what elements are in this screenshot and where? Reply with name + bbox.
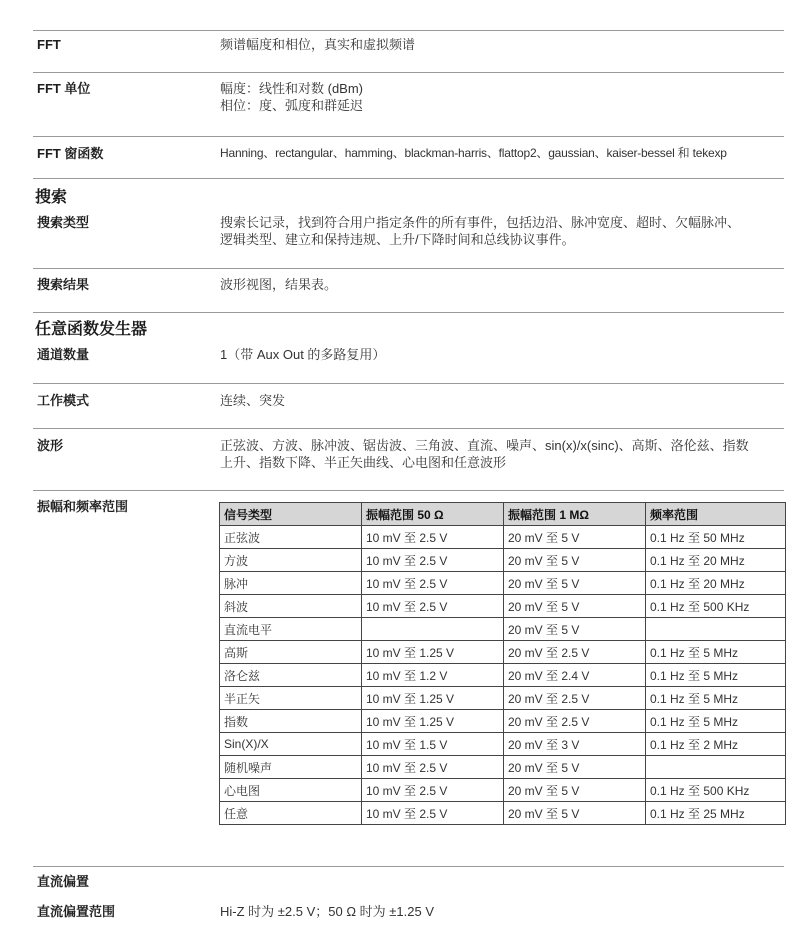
table-row bbox=[220, 802, 786, 825]
value-line: 1（带 Aux Out 的多路复用） bbox=[220, 347, 386, 362]
table-cell: 20 mV 至 5 V bbox=[504, 549, 646, 572]
table-cell: 20 mV 至 5 V bbox=[504, 802, 646, 825]
table-cell: 0.1 Hz 至 500 KHz bbox=[646, 595, 786, 618]
table-cell: 脉冲 bbox=[220, 572, 362, 595]
divider bbox=[33, 383, 784, 384]
value-line: 搜索长记录，找到符合用户指定条件的所有事件，包括边沿、脉冲宽度、超时、欠幅脉冲、 bbox=[220, 215, 741, 230]
table-row bbox=[220, 641, 786, 664]
row-label-dc-offset-range: 直流偏置范围 bbox=[37, 904, 116, 919]
row-label-search-type: 搜索类型 bbox=[37, 215, 90, 230]
value-line: 频谱幅度和相位，真实和虚拟频谱 bbox=[220, 37, 416, 52]
table-body bbox=[220, 526, 786, 825]
table-row bbox=[220, 595, 786, 618]
table-cell: Sin(X)/X bbox=[220, 733, 362, 756]
table-cell: 20 mV 至 5 V bbox=[504, 572, 646, 595]
table-cell: 10 mV 至 1.2 V bbox=[362, 664, 504, 687]
table-row bbox=[220, 687, 786, 710]
row-label-modes: 工作模式 bbox=[37, 393, 90, 408]
column-header: 频率范围 bbox=[646, 503, 786, 526]
table-cell: 0.1 Hz 至 5 MHz bbox=[646, 664, 786, 687]
value-line: 逻辑类型、建立和保持违规、上升/下降时间和总线协议事件。 bbox=[220, 232, 575, 247]
value-line: 连续、突发 bbox=[220, 393, 286, 408]
value-line: Hanning、rectangular、hamming、blackman-harris、flattop2、gaussian、kaiser-bessel 和 tekexp bbox=[220, 146, 727, 160]
table-cell: 洛仑兹 bbox=[220, 664, 362, 687]
table-cell bbox=[646, 756, 786, 779]
amplitude-frequency-table bbox=[219, 502, 786, 825]
section-heading-dc-offset: 直流偏置 bbox=[37, 874, 90, 889]
divider bbox=[33, 312, 784, 313]
value-line: 正弦波、方波、脉冲波、锯齿波、三角波、直流、噪声、sin(x)/x(sinc)、高斯、洛伦兹、指数 bbox=[220, 438, 749, 453]
column-header: 振幅范围 50 Ω bbox=[362, 503, 504, 526]
row-value-dc-offset-range: Hi-Z 时为 ±2.5 V；50 Ω 时为 ±1.25 V bbox=[220, 904, 434, 919]
table-cell: 10 mV 至 1.25 V bbox=[362, 641, 504, 664]
table-cell: 正弦波 bbox=[220, 526, 362, 549]
divider bbox=[33, 490, 784, 491]
column-header: 信号类型 bbox=[220, 503, 362, 526]
table-row bbox=[220, 549, 786, 572]
table-cell: 10 mV 至 1.25 V bbox=[362, 687, 504, 710]
row-value-fft-units bbox=[220, 80, 780, 114]
table-cell: 10 mV 至 1.25 V bbox=[362, 710, 504, 733]
table-cell: 0.1 Hz 至 2 MHz bbox=[646, 733, 786, 756]
row-value-waveforms bbox=[220, 437, 780, 471]
table-cell: 0.1 Hz 至 5 MHz bbox=[646, 710, 786, 733]
table-cell: 20 mV 至 2.5 V bbox=[504, 710, 646, 733]
table-row bbox=[220, 526, 786, 549]
table-row bbox=[220, 779, 786, 802]
table-cell bbox=[362, 618, 504, 641]
divider bbox=[33, 178, 784, 179]
column-header: 振幅范围 1 MΩ bbox=[504, 503, 646, 526]
table-cell: 20 mV 至 5 V bbox=[504, 526, 646, 549]
section-heading-afg: 任意函数发生器 bbox=[35, 321, 148, 338]
table-row bbox=[220, 756, 786, 779]
table-cell: 20 mV 至 5 V bbox=[504, 779, 646, 802]
table-cell: 0.1 Hz 至 20 MHz bbox=[646, 572, 786, 595]
row-label-waveforms: 波形 bbox=[37, 438, 64, 453]
table-row bbox=[220, 572, 786, 595]
row-value-fft-window bbox=[220, 145, 780, 162]
table-cell: 斜波 bbox=[220, 595, 362, 618]
table-cell: 0.1 Hz 至 500 KHz bbox=[646, 779, 786, 802]
table-header-row bbox=[220, 503, 786, 526]
divider bbox=[33, 866, 784, 867]
value-line: 上升、指数下降、半正矢曲线、心电图和任意波形 bbox=[220, 455, 507, 470]
divider bbox=[33, 72, 784, 73]
table-cell: 20 mV 至 5 V bbox=[504, 595, 646, 618]
table-row bbox=[220, 733, 786, 756]
row-label-fft: FFT bbox=[37, 37, 61, 52]
table-cell: 0.1 Hz 至 50 MHz bbox=[646, 526, 786, 549]
row-value-fft bbox=[220, 36, 780, 53]
table-cell: 20 mV 至 2.5 V bbox=[504, 641, 646, 664]
table-cell: 直流电平 bbox=[220, 618, 362, 641]
divider bbox=[33, 268, 784, 269]
table-cell: 0.1 Hz 至 25 MHz bbox=[646, 802, 786, 825]
table-cell: 10 mV 至 2.5 V bbox=[362, 572, 504, 595]
table-cell: 0.1 Hz 至 20 MHz bbox=[646, 549, 786, 572]
divider bbox=[33, 30, 784, 31]
table-row bbox=[220, 618, 786, 641]
table-cell: 随机噪声 bbox=[220, 756, 362, 779]
table-cell: 方波 bbox=[220, 549, 362, 572]
divider bbox=[33, 428, 784, 429]
row-value-search-results bbox=[220, 276, 780, 293]
table-cell: 20 mV 至 5 V bbox=[504, 756, 646, 779]
section-heading-search: 搜索 bbox=[35, 189, 68, 206]
table-cell: 10 mV 至 2.5 V bbox=[362, 779, 504, 802]
table-cell: 10 mV 至 2.5 V bbox=[362, 595, 504, 618]
row-label-fft-window: FFT 窗函数 bbox=[37, 146, 104, 161]
row-label-search-results: 搜索结果 bbox=[37, 277, 90, 292]
row-value-modes bbox=[220, 392, 780, 409]
table-row bbox=[220, 710, 786, 733]
value-line: 幅度：线性和对数 (dBm) bbox=[220, 81, 364, 96]
table-cell: 10 mV 至 2.5 V bbox=[362, 802, 504, 825]
row-label-amplitude-frequency: 振幅和频率范围 bbox=[37, 499, 129, 514]
row-value-channels bbox=[220, 346, 780, 363]
table-cell: 指数 bbox=[220, 710, 362, 733]
value-line: 相位：度、弧度和群延迟 bbox=[220, 98, 364, 113]
table-cell: 高斯 bbox=[220, 641, 362, 664]
divider bbox=[33, 136, 784, 137]
table-cell: 20 mV 至 2.5 V bbox=[504, 687, 646, 710]
row-label-fft-units: FFT 单位 bbox=[37, 81, 91, 96]
value-line: 波形视图，结果表。 bbox=[220, 277, 338, 292]
table-cell: 0.1 Hz 至 5 MHz bbox=[646, 641, 786, 664]
table-cell bbox=[646, 618, 786, 641]
table-row bbox=[220, 664, 786, 687]
table-cell: 半正矢 bbox=[220, 687, 362, 710]
row-label-channels: 通道数量 bbox=[37, 347, 90, 362]
table-cell: 10 mV 至 2.5 V bbox=[362, 549, 504, 572]
row-value-search-type bbox=[220, 214, 780, 248]
table-cell: 任意 bbox=[220, 802, 362, 825]
table-cell: 10 mV 至 2.5 V bbox=[362, 756, 504, 779]
table-cell: 20 mV 至 2.4 V bbox=[504, 664, 646, 687]
table-cell: 20 mV 至 5 V bbox=[504, 618, 646, 641]
table-cell: 10 mV 至 1.5 V bbox=[362, 733, 504, 756]
table-cell: 0.1 Hz 至 5 MHz bbox=[646, 687, 786, 710]
table-cell: 10 mV 至 2.5 V bbox=[362, 526, 504, 549]
table-cell: 20 mV 至 3 V bbox=[504, 733, 646, 756]
table-cell: 心电图 bbox=[220, 779, 362, 802]
